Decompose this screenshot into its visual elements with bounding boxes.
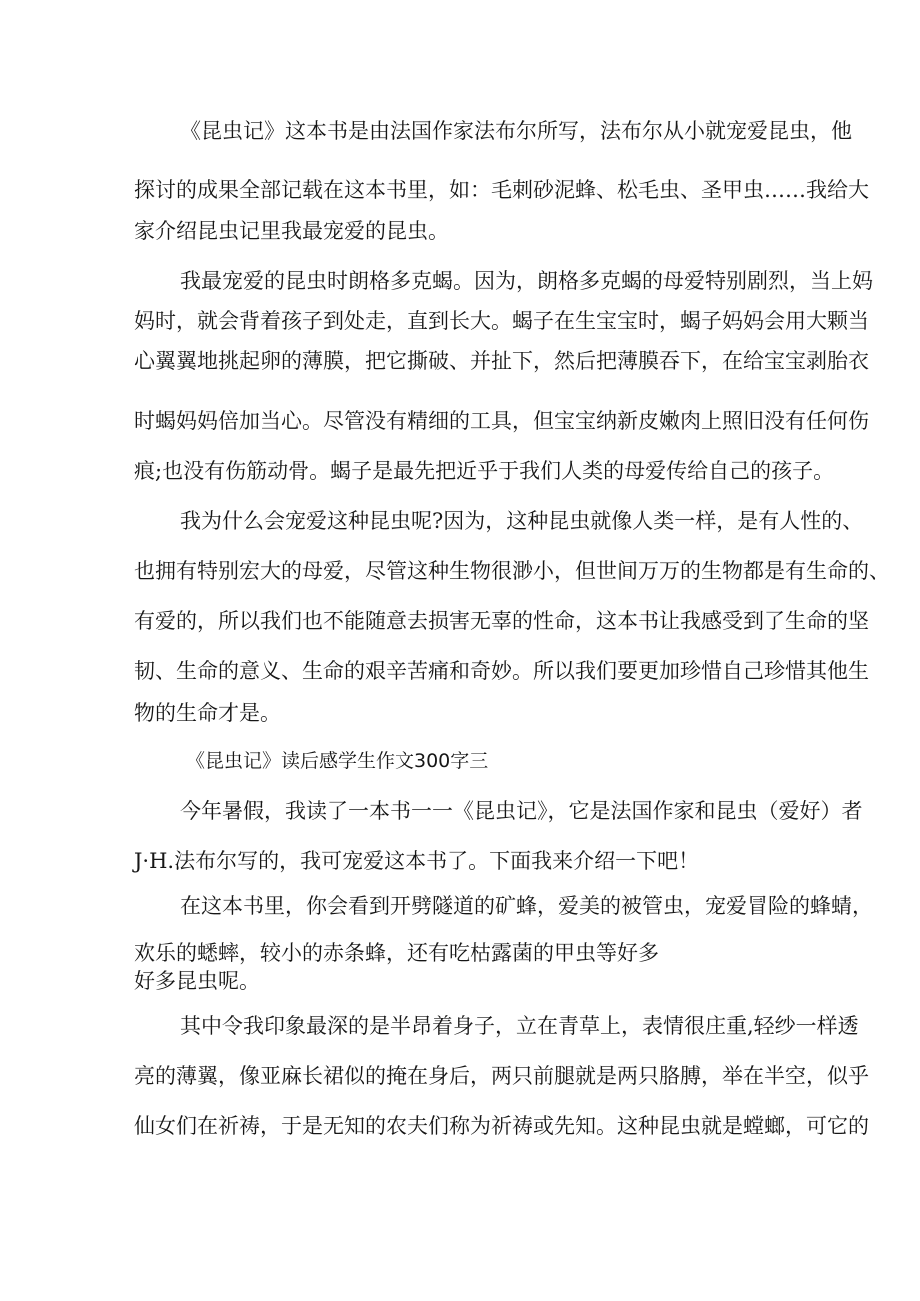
text-line: 时蝎妈妈倍加当心。尽管没有精细的工具，但宝宝纳新皮嫩肉上照旧没有任何伤: [134, 409, 869, 433]
text-line: 其中令我印象最深的是半昂着身子，立在青草上，表情很庄重,轻纱一样透: [180, 1014, 859, 1038]
text-line: 我为什么会宠爱这种昆虫呢?因为，这种昆虫就像人类一样，是有人性的、: [180, 509, 864, 533]
text-line: 家介绍昆虫记里我最宠爱的昆虫。: [134, 219, 449, 243]
section-heading: 《昆虫记》读后感学生作文300字三: [186, 750, 489, 772]
text-line: 欢乐的蟋蟀，较小的赤条蜂，还有吃枯露菌的甲虫等好多: [134, 941, 659, 965]
text-line: 也拥有特别宏大的母爱，尽管这种生物很渺小，但世间万万的生物都是有生命的、: [134, 559, 890, 583]
text-line: 好多昆虫呢。: [134, 969, 260, 993]
text-line: 今年暑假，我读了一本书一一《昆虫记》，它是法国作家和昆虫（爱好）者: [180, 799, 863, 823]
text-line: 痕;也没有伤筋动骨。蝎子是最先把近乎于我们人类的母爱传给自己的孩子。: [134, 459, 835, 483]
text-line: 仙女们在祈祷，于是无知的农夫们称为祈祷或先知。这种昆虫就是螳螂，可它的: [134, 1114, 869, 1138]
text-line: 我最宠爱的昆虫时朗格多克蝎。因为，朗格多克蝎的母爱特别剧烈，当上妈: [180, 269, 873, 293]
text-line: 韧、生命的意义、生命的艰辛苦痛和奇妙。所以我们要更加珍惜自己珍惜其他生: [134, 659, 869, 683]
text-line: 在这本书里，你会看到开劈隧道的矿蜂，爱美的被管虫，宠爱冒险的蜂蜻，: [180, 894, 873, 918]
text-line: 有爱的，所以我们也不能随意去损害无辜的性命，这本书让我感受到了生命的坚: [134, 609, 869, 633]
text-line: 《昆虫记》这本书是由法国作家法布尔所写，法布尔从小就宠爱昆虫，他: [180, 119, 852, 143]
text-line: 心翼翼地挑起卵的薄膜，把它撕破、并扯下，然后把薄膜吞下，在给宝宝剥胎衣: [134, 349, 869, 373]
text-line: 物的生命才是。: [134, 701, 281, 725]
text-line: 妈时，就会背着孩子到处走，直到长大。蝎子在生宝宝时，蝎子妈妈会用大颗当: [134, 309, 869, 333]
text-line: 探讨的成果全部记载在这本书里，如：毛刺砂泥蜂、松毛虫、圣甲虫……我给大: [134, 178, 869, 202]
text-line: J·H.法布尔写的，我可宠爱这本书了。下面我来介绍一下吧！: [134, 849, 700, 873]
text-line: 亮的薄翼，像亚麻长裙似的掩在身后，两只前腿就是两只胳膊，举在半空，似乎: [134, 1064, 869, 1088]
